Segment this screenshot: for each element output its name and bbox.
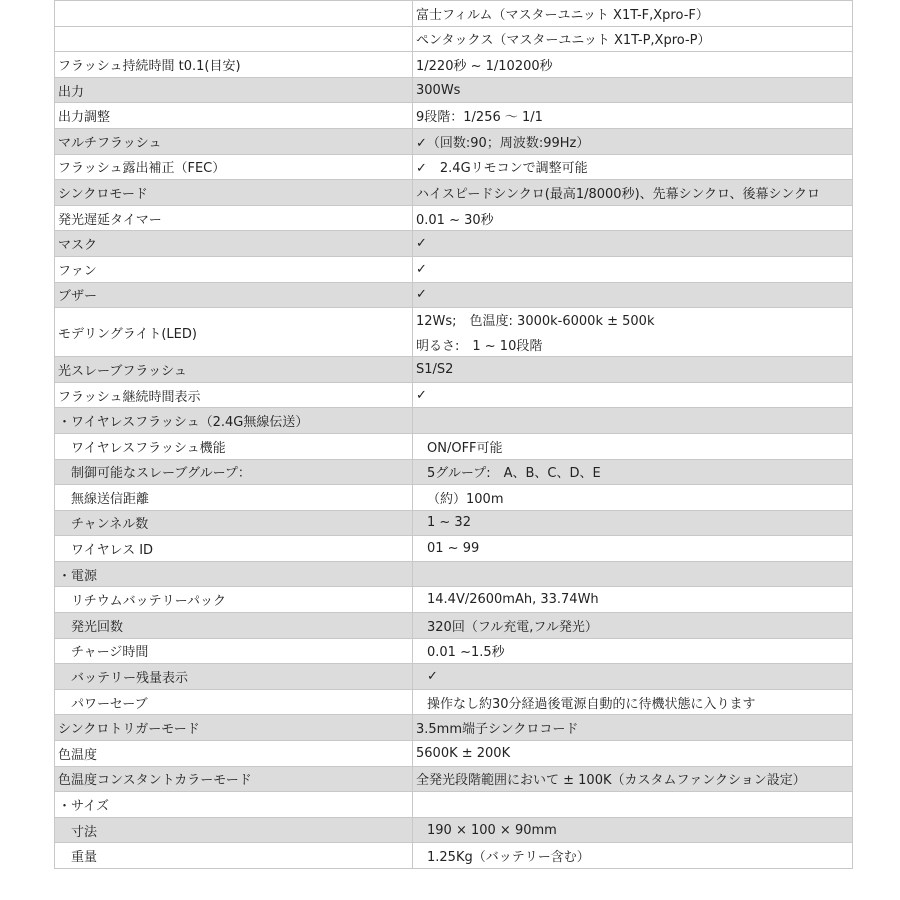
table-row <box>55 817 853 843</box>
spec-label: パワーセーブ <box>55 689 413 715</box>
spec-value: 14.4V/2600mAh, 33.74Wh <box>413 587 853 613</box>
spec-label: 色温度コンスタントカラーモード <box>55 766 413 792</box>
table-row <box>55 231 853 257</box>
spec-label: 発光回数 <box>55 613 413 639</box>
spec-value: （約）100m <box>413 485 853 511</box>
spec-label: バッテリー残量表示 <box>55 664 413 690</box>
spec-value <box>413 792 853 818</box>
spec-value: 富士フィルム（マスターユニット X1T-F,Xpro-F） <box>413 1 853 27</box>
spec-label: チャンネル数 <box>55 510 413 536</box>
check-icon: ✓ <box>413 282 853 308</box>
spec-value: 1/220秒 ~ 1/10200秒 <box>413 52 853 78</box>
spec-value: 300Ws <box>413 77 853 103</box>
spec-value: 3.5mm端子シンクロコード <box>413 715 853 741</box>
spec-value <box>413 408 853 434</box>
table-row <box>55 843 853 869</box>
table-row <box>55 154 853 180</box>
spec-value: 5600K ± 200K <box>413 741 853 767</box>
table-row <box>55 180 853 206</box>
spec-label: ワイヤレス ID <box>55 536 413 562</box>
table-row <box>55 256 853 282</box>
table-row <box>55 561 853 587</box>
spec-label: 制御可能なスレーブグループ： <box>55 459 413 485</box>
spec-value: 1 ~ 32 <box>413 510 853 536</box>
spec-value-line-1: 12Ws; 色温度: 3000k-6000k ± 500k <box>416 314 655 330</box>
spec-value: ✓ 2.4Gリモコンで調整可能 <box>413 154 853 180</box>
spec-value: 5グループ: A、B、C、D、E <box>413 459 853 485</box>
spec-value: ON/OFF可能 <box>413 433 853 459</box>
table-row <box>55 485 853 511</box>
spec-label: フラッシュ持続時間 t0.1(目安) <box>55 52 413 78</box>
section-header: ・電源 <box>55 561 413 587</box>
spec-value: 190 × 100 × 90mm <box>413 817 853 843</box>
spec-label: マルチフラッシュ <box>55 128 413 154</box>
spec-value: ✓（回数:90；周波数:99Hz） <box>413 128 853 154</box>
table-row <box>55 741 853 767</box>
table-row <box>55 715 853 741</box>
table-row <box>55 205 853 231</box>
table-row <box>55 689 853 715</box>
spec-label: 光スレーブフラッシュ <box>55 357 413 383</box>
spec-label: 色温度 <box>55 741 413 767</box>
table-row <box>55 664 853 690</box>
table-row <box>55 1 853 27</box>
table-row <box>55 613 853 639</box>
spec-label: ワイヤレスフラッシュ機能 <box>55 433 413 459</box>
spec-label: シンクロトリガーモード <box>55 715 413 741</box>
spec-value: 0.01 ~1.5秒 <box>413 638 853 664</box>
spec-label: リチウムバッテリーパック <box>55 587 413 613</box>
spec-value: S1/S2 <box>413 357 853 383</box>
table-row <box>55 510 853 536</box>
check-icon: ✓ <box>413 664 853 690</box>
table-row <box>55 433 853 459</box>
table-row <box>55 587 853 613</box>
spec-label <box>55 1 413 27</box>
table-row <box>55 536 853 562</box>
spec-value: 9段階：1/256 〜 1/1 <box>413 103 853 129</box>
spec-label: 出力調整 <box>55 103 413 129</box>
table-row <box>55 382 853 408</box>
section-header: ・ワイヤレスフラッシュ（2.4G無線伝送） <box>55 408 413 434</box>
check-icon: ✓ <box>413 256 853 282</box>
table-row <box>55 77 853 103</box>
section-header: ・サイズ <box>55 792 413 818</box>
spec-value: 0.01 ~ 30秒 <box>413 205 853 231</box>
table-row <box>55 408 853 434</box>
table-row <box>55 638 853 664</box>
spec-value: 320回（フル充電,フル発光） <box>413 613 853 639</box>
table-row <box>55 282 853 308</box>
spec-value: ハイスピードシンクロ(最高1/8000秒)、先幕シンクロ、後幕シンクロ <box>413 180 853 206</box>
table-row <box>55 459 853 485</box>
spec-value: ペンタックス（マスターユニット X1T-P,Xpro-P） <box>413 26 853 52</box>
table-row <box>55 26 853 52</box>
table-row <box>55 128 853 154</box>
table-row <box>55 308 853 357</box>
spec-label: モデリングライト(LED) <box>55 308 413 357</box>
spec-label: 寸法 <box>55 817 413 843</box>
spec-value-line-2: 明るさ: 1 ~ 10段階 <box>416 339 543 355</box>
check-icon: ✓ <box>413 231 853 257</box>
spec-label: チャージ時間 <box>55 638 413 664</box>
spec-table <box>54 0 853 869</box>
spec-label: 出力 <box>55 77 413 103</box>
spec-value: 操作なし約30分経過後電源自動的に待機状態に入ります <box>413 689 853 715</box>
spec-label: フラッシュ継続時間表示 <box>55 382 413 408</box>
spec-value <box>413 308 853 357</box>
spec-label: 重量 <box>55 843 413 869</box>
table-row <box>55 792 853 818</box>
spec-label: マスク <box>55 231 413 257</box>
spec-value: 全発光段階範囲において ± 100K（カスタムファンクション設定） <box>413 766 853 792</box>
spec-label: 発光遅延タイマー <box>55 205 413 231</box>
spec-value <box>413 561 853 587</box>
table-row <box>55 766 853 792</box>
spec-label: シンクロモード <box>55 180 413 206</box>
spec-label <box>55 26 413 52</box>
table-row <box>55 52 853 78</box>
table-row <box>55 103 853 129</box>
spec-value: 01 ~ 99 <box>413 536 853 562</box>
spec-label: ブザー <box>55 282 413 308</box>
spec-label: フラッシュ露出補正（FEC） <box>55 154 413 180</box>
check-icon: ✓ <box>413 382 853 408</box>
spec-label: ファン <box>55 256 413 282</box>
table-row <box>55 357 853 383</box>
spec-label: 無線送信距離 <box>55 485 413 511</box>
spec-value: 1.25Kg（バッテリー含む） <box>413 843 853 869</box>
